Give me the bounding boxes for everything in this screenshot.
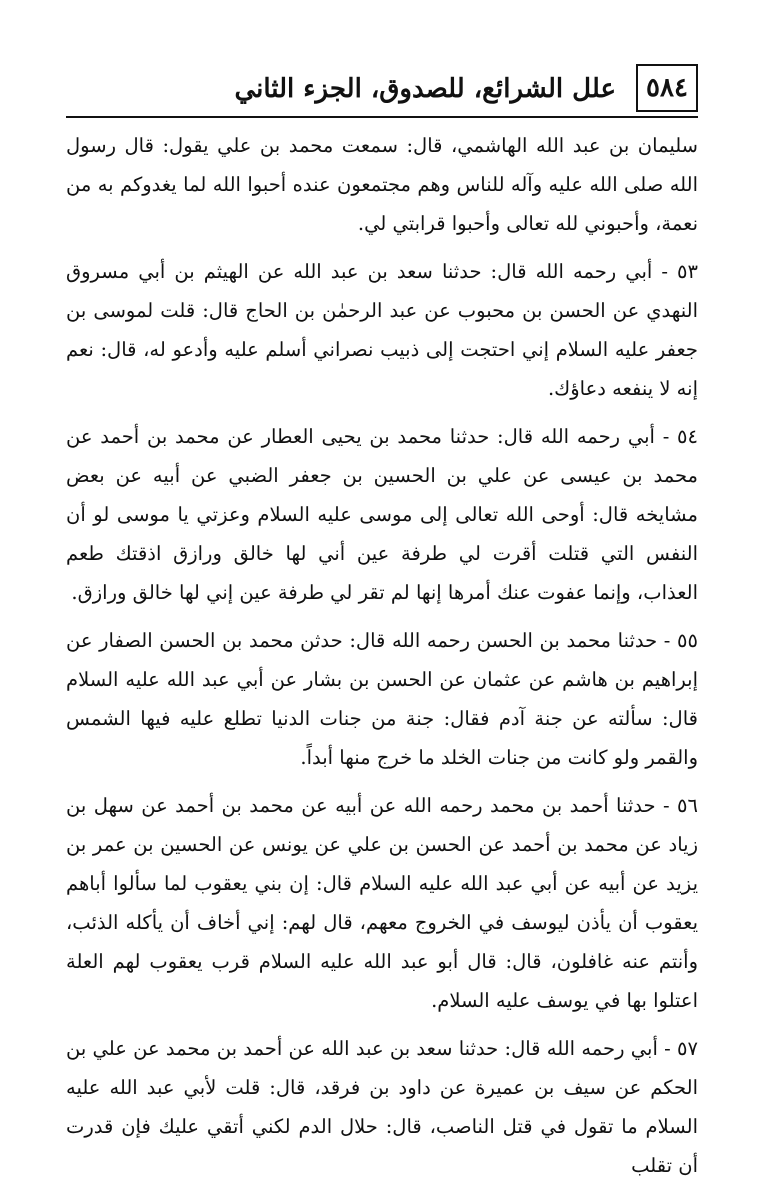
paragraph-hadith-55: ٥٥ - حدثنا محمد بن الحسن رحمه الله قال: حدثن محمد بن الحسن الصفار عن إبراهيم بن هاشم عن عثمان عن الحسن بن بشار عن أبي عبد الله عليه السلام قال: سألته عن جنة آدم فقال: جنة من جنات الدنيا تطلع عليه فيها الشمس والقمر ولو كانت من جنات الخلد ما خرج منها أبداً. — [66, 629, 698, 769]
paragraph-hadith-56: ٥٦ - حدثنا أحمد بن محمد رحمه الله عن أبيه عن محمد بن أحمد عن سهل بن زياد عن محمد بن أحمد عن الحسن بن علي عن يونس عن الحسين بن عمر بن يزيد عن أبيه عن أبي عبد الله عليه السلام قال: إن بني يعقوب لما سألوا أباهم يعقوب أن يأذن ليوسف في الخروج معهم، قال لهم: إني أخاف أن يأكله الذئب، وأنتم عنه غافلون، قال: قال أبو عبد الله عليه السلام قرب يعقوب لهم العلة اعتلوا بها في يوسف عليه السلام. — [66, 794, 698, 1012]
page-number: ٥٨٤ — [636, 64, 698, 112]
page-body — [66, 126, 698, 1185]
paragraph-continuation: سليمان بن عبد الله الهاشمي، قال: سمعت محمد بن علي يقول: قال رسول الله صلى الله عليه وآله للناس وهم مجتمعون عنده أحبوا الله لما يغدوكم به من نعمة، وأحبوني لله تعالى وأحبوا قرابتي لي. — [66, 134, 698, 235]
paragraph-hadith-57: ٥٧ - أبي رحمه الله قال: حدثنا سعد بن عبد الله عن أحمد بن محمد عن علي بن الحكم عن سيف بن عميرة عن داود بن فرقد، قال: قلت لأبي عبد الله عليه السلام ما تقول في قتل الناصب، قال: حلال الدم لكني أتقي عليك فإن قدرت أن تقلب — [66, 1037, 698, 1177]
page-header — [66, 62, 698, 118]
running-title: علل الشرائع، للصدوق، الجزء الثاني — [234, 74, 616, 104]
paragraph-hadith-54: ٥٤ - أبي رحمه الله قال: حدثنا محمد بن يحيى العطار عن محمد بن أحمد عن محمد بن عيسى عن علي بن الحسين بن جعفر الضبي عن أبيه عن بعض مشايخه قال: أوحى الله تعالى إلى موسى عليه السلام وعزتي يا موسى لو أن النفس التي قتلت أقرت لي طرفة عين أني لها خالق ورازق اذقتك طعم العذاب، وإنما عفوت عنك أمرها إنها لم تقر لي طرفة عين إني لها خالق ورازق. — [66, 425, 698, 604]
paragraph-hadith-53: ٥٣ - أبي رحمه الله قال: حدثنا سعد بن عبد الله عن الهيثم بن أبي مسروق النهدي عن الحسن بن محبوب عن عبد الرحمٰن بن الحاج قال: قلت لموسى بن جعفر عليه السلام إني احتجت إلى ذبيب نصراني أسلم عليه وأدعو له، قال: نعم إنه لا ينفعه دعاؤك. — [66, 260, 698, 400]
